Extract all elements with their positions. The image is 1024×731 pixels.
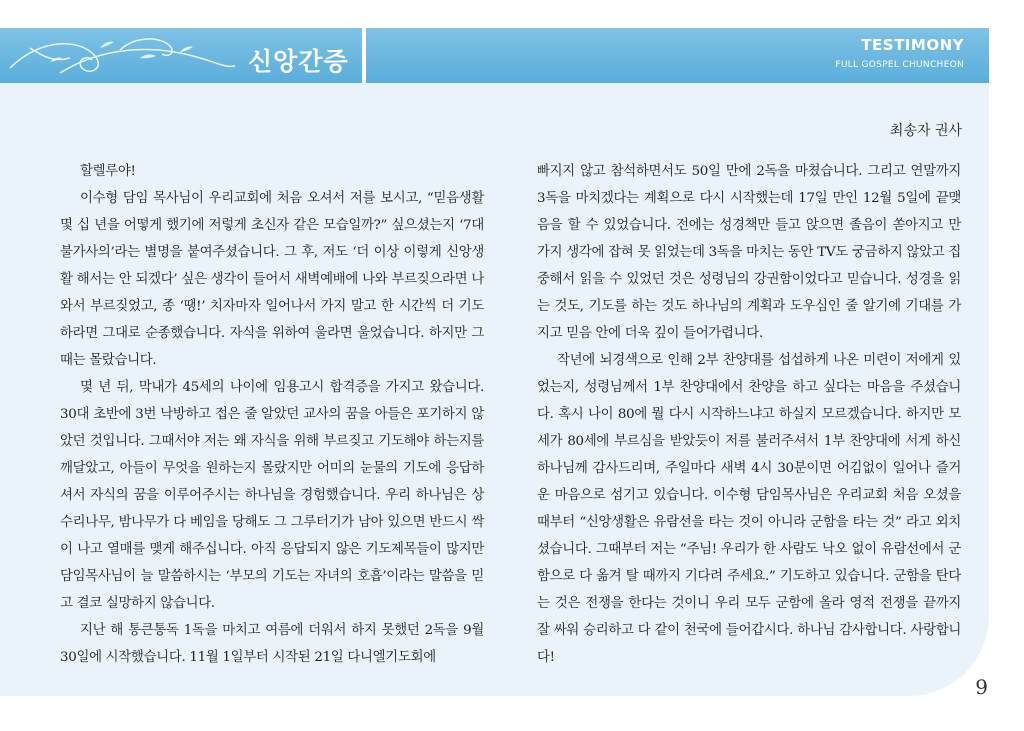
decorative-swirl-icon bbox=[0, 28, 240, 83]
paragraph: 몇 년 뒤, 막내가 45세의 나이에 임용고시 합격증을 가지고 왔습니다. 30대 초반에 3번 낙방하고 접은 줄 알았던 교사의 꿈을 아들은 포기하지 않았던 것입니다. 그때서야 저는 왜 자식을 위해 부르짖고 기도해야 하는지를 깨달았고, 아들이 무엇을 원하는지 몰랐지만 어미의 눈물의 기도에 응답하셔서 자식의 꿈을 이루어주시는 하나님을 경험했습니다. 우리 하나님은 상수리나무, 밤나무가 다 베임을 당해도 그 그루터기가 남아 있으면 반드시 싹이 나고 열매를 맺게 해주십니다. 아직 응답되지 않은 기도제목들이 많지만 담임목사님이 늘 말씀하시는 ‘부모의 기도는 자녀의 호흡’이라는 말씀을 믿고 결코 실망하지 않습니다. bbox=[60, 380, 484, 611]
paragraph: 할렐루야! bbox=[80, 164, 136, 179]
header-english bbox=[835, 36, 964, 70]
section-title: 신앙간증 bbox=[248, 47, 349, 76]
page-number: 9 bbox=[975, 675, 988, 699]
header-separator bbox=[362, 28, 366, 83]
paragraph: 빠지지 않고 참석하면서도 50일 만에 2독을 마쳤습니다. 그리고 연말까지 3독을 마치겠다는 계획으로 다시 시작했는데 17일 만인 12월 5일에 끝맺음을 할 수 있었습니다. 전에는 성경책만 들고 앉으면 졸음이 쏟아지고 만 가지 생각에 잡혀 못 읽었는데 3독을 마치는 동안 TV도 궁금하지 않았고 집중해서 읽을 수 있었던 것은 성령님의 강권함이었다고 믿습니다. 성경을 읽는 것도, 기도를 하는 것도 하나님의 계획과 도우심인 줄 알기에 기대를 가지고 믿음 안에 더욱 깊이 들어가렵니다. bbox=[537, 164, 961, 341]
paragraph: 작년에 뇌경색으로 인해 2부 찬양대를 섭섭하게 나온 미련이 저에게 있었는지, 성령님께서 1부 찬양대에서 찬양을 하고 싶다는 마음을 주셨습니다. 혹시 나이 80에 뭘 다시 시작하느냐고 하실지 모르겠습니다. 하지만 모세가 80세에 부르심을 받았듯이 저를 불러주셔서 1부 찬양대에 서게 하신 하나님께 감사드리며, 주일마다 새벽 4시 30분이면 어김없이 일어나 즐거운 마음으로 섬기고 있습니다. 이수형 담임목사님은 우리교회 처음 오셨을 때부터 “신앙생활은 유람선을 타는 것이 아니라 군함을 타는 것” 라고 외치셨습니다. 그때부터 저는 “주님! 우리가 한 사람도 낙오 없이 유람선에서 군함으로 다 옮겨 탈 때까지 기다려 주세요.” 기도하고 있습니다. 군함을 탄다는 것은 전쟁을 한다는 것이니 우리 모두 군함에 올라 영적 전쟁을 끝까지 잘 싸워 승리하고 다 같이 천국에 들어갑시다. 하나님 감사합니다. 사랑합니다! bbox=[537, 353, 961, 665]
paragraph: 이수형 담임 목사님이 우리교회에 처음 오셔서 저를 보시고, “믿음생활 몇 십 년을 어떻게 했기에 저렇게 초신자 같은 모습일까?” 싶으셨는지 ‘7대 불가사의’라는 별명을 붙여주셨습니다. 그 후, 저도 ‘더 이상 이렇게 신앙생활 해서는 안 되겠다’ 싶은 생각이 들어서 새벽예배에 나와 부르짖으라면 나와서 부르짖었고, 종 ‘땡!’ 치자마자 일어나서 가지 말고 한 시간씩 더 기도하라면 그대로 순종했습니다. 자식을 위하여 울라면 울었습니다. 하지만 그때는 몰랐습니다. bbox=[60, 191, 484, 368]
paragraph: 지난 해 통큰통독 1독을 마치고 여름에 더워서 하지 못했던 2독을 9월 30일에 시작했습니다. 11월 1일부터 시작된 21일 다니엘기도회에 bbox=[60, 623, 484, 665]
right-column bbox=[537, 158, 961, 671]
left-column bbox=[60, 158, 484, 671]
church-name: FULL GOSPEL CHUNCHEON bbox=[835, 60, 964, 70]
english-title: TESTIMONY bbox=[861, 36, 964, 54]
author-name: 최송자 권사 bbox=[889, 123, 962, 139]
